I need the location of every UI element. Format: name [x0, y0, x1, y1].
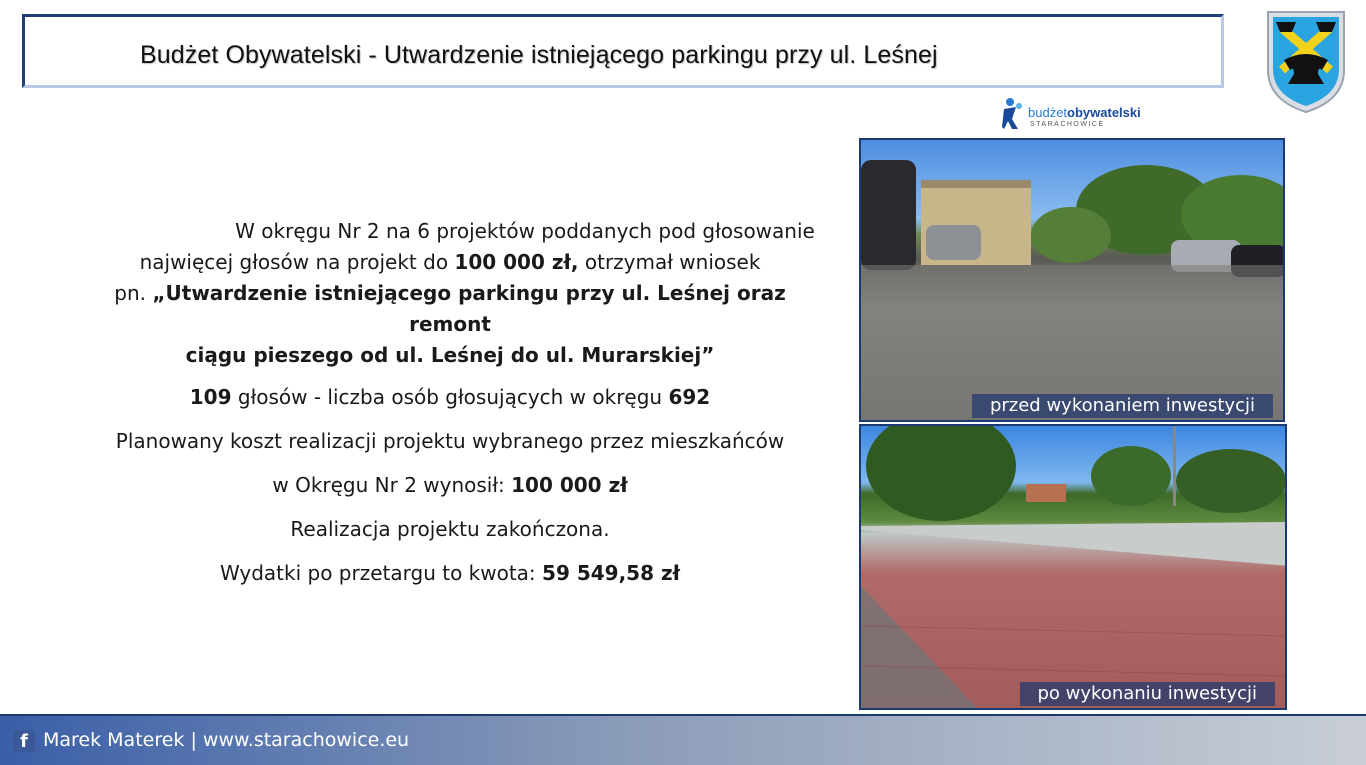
- caption-before: przed wykonaniem inwestycji: [972, 394, 1273, 418]
- budzet-logo-text: budżetobywatelski: [1028, 105, 1141, 120]
- photo-before-scene: [861, 140, 1285, 422]
- intro-paragraph: [70, 216, 830, 371]
- project-name-1: „Utwardzenie istniejącego parkingu przy ul. Leśnej oraz remont: [152, 281, 786, 336]
- cost-line-2: [70, 473, 830, 497]
- intro-line-1: W okręgu Nr 2 na 6 projektów poddanych pod głosowanie: [235, 219, 815, 243]
- votes-text: głosów - liczba osób głosujących w okręgu: [231, 385, 669, 409]
- budzet-logo-city: STARACHOWICE: [1030, 121, 1105, 128]
- spent-amount: 59 549,58 zł: [542, 561, 681, 585]
- cost-amount: 100 000 zł: [511, 473, 628, 497]
- cost-text: w Okręgu Nr 2 wynosił:: [272, 473, 512, 497]
- budzet-logo: [1000, 97, 1150, 131]
- photo-before: [859, 138, 1285, 422]
- status-line: Realizacja projektu zakończona.: [290, 517, 610, 541]
- footer-bar: [0, 714, 1366, 765]
- caption-after: po wykonaniu inwestycji: [1020, 682, 1276, 706]
- voters-count: 692: [668, 385, 711, 409]
- cost-line-1: Planowany koszt realizacji projektu wybranego przez mieszkańców: [115, 429, 785, 453]
- intro-line-3a: pn.: [114, 281, 153, 305]
- photo-after-scene: [861, 426, 1287, 710]
- facebook-icon[interactable]: f: [13, 730, 35, 752]
- photo-after: [859, 424, 1287, 710]
- intro-line-2c: otrzymał wniosek: [578, 250, 761, 274]
- votes-line: [70, 385, 830, 409]
- budzet-logo-icon: [1000, 97, 1026, 131]
- votes-count: 109: [189, 385, 232, 409]
- spent-text: Wydatki po przetargu to kwota:: [219, 561, 543, 585]
- project-name-2: ciągu pieszego od ul. Leśnej do ul. Murarskiej”: [185, 343, 715, 367]
- title-box: [22, 14, 1224, 88]
- spent-line: [70, 561, 830, 585]
- main-text: [70, 216, 830, 585]
- footer-text: Marek Materek | www.starachowice.eu: [43, 729, 410, 751]
- intro-line-2a: najwięcej głosów na projekt do: [139, 250, 455, 274]
- crest-icon: [1262, 8, 1350, 114]
- intro-amount: 100 000 zł,: [454, 250, 579, 274]
- page-title: Budżet Obywatelski - Utwardzenie istniejącego parkingu przy ul. Leśnej: [140, 41, 938, 69]
